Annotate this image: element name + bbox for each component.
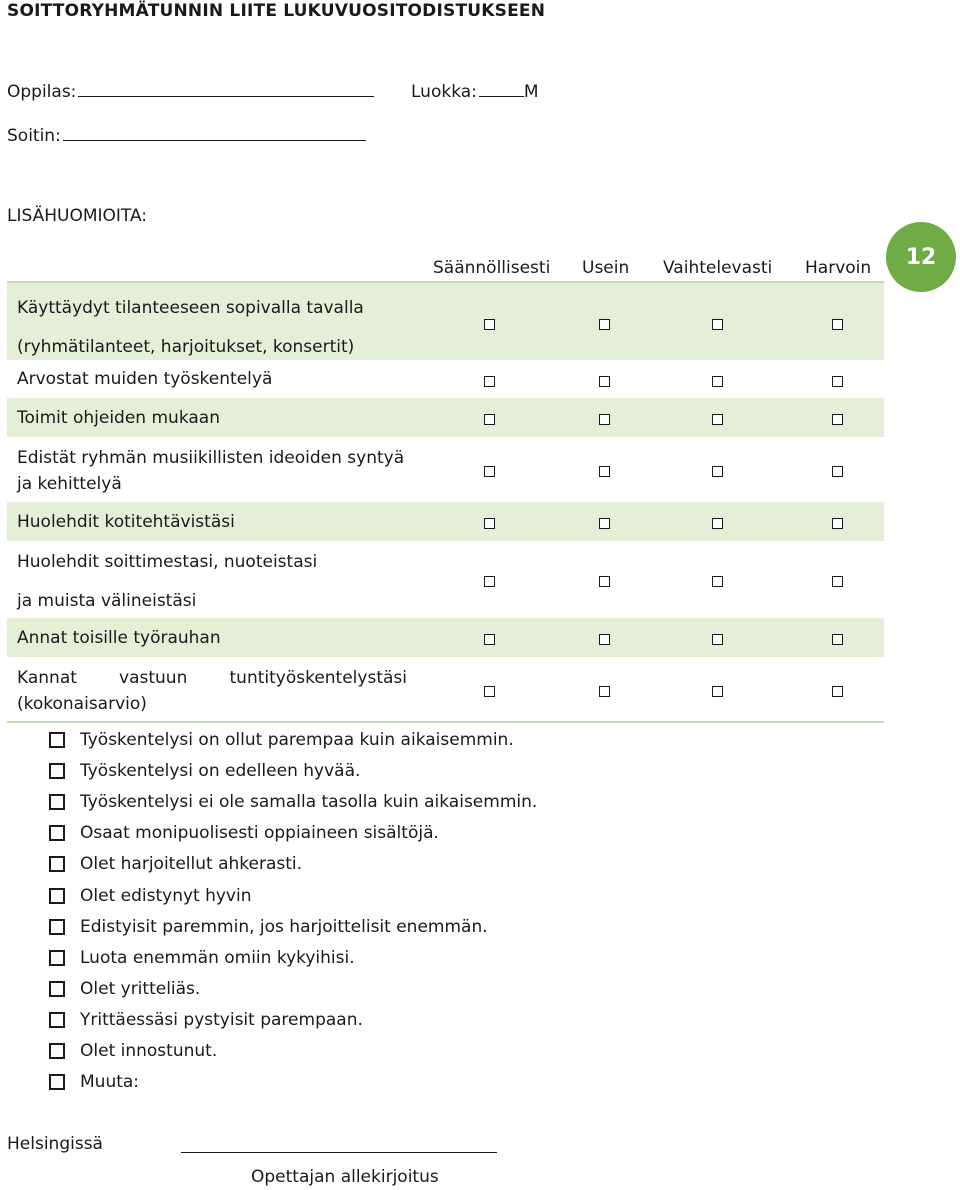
instrument-blank[interactable]	[63, 124, 366, 141]
comment-text: Työskentelysi on ollut parempaa kuin aikaisemmin.	[80, 730, 514, 750]
class-label: Luokka:	[411, 82, 477, 102]
rating-checkbox-often[interactable]	[599, 376, 610, 387]
student-label: Oppilas:	[7, 82, 77, 102]
table-row	[7, 398, 884, 437]
student-field	[7, 80, 374, 102]
comment-checkbox[interactable]	[49, 825, 65, 841]
comment-checkbox[interactable]	[49, 888, 65, 904]
comment-checkbox[interactable]	[49, 732, 65, 748]
row-label: Arvostat muiden työskentelyä	[17, 369, 273, 389]
rating-checkbox-often[interactable]	[599, 414, 610, 425]
rating-checkbox-regularly[interactable]	[484, 414, 495, 425]
class-blank[interactable]	[479, 80, 524, 97]
table-row	[7, 437, 884, 502]
col-header-regularly: Säännöllisesti	[433, 258, 551, 278]
instrument-label: Soitin:	[7, 126, 61, 146]
comment-checkbox[interactable]	[49, 950, 65, 966]
signature-line[interactable]	[181, 1152, 497, 1153]
rating-checkbox-regularly[interactable]	[484, 686, 495, 697]
rating-checkbox-variable[interactable]	[712, 518, 723, 529]
comment-text: Olet edistynyt hyvin	[80, 886, 252, 906]
row-label: Annat toisille työrauhan	[17, 628, 221, 648]
rating-checkbox-regularly[interactable]	[484, 319, 495, 330]
comment-checkbox[interactable]	[49, 763, 65, 779]
document-title: SOITTORYHMÄTUNNIN LIITE LUKUVUOSITODISTUKSEEN	[7, 1, 546, 21]
comment-checkbox[interactable]	[49, 856, 65, 872]
table-row	[7, 283, 884, 360]
rating-checkbox-regularly[interactable]	[484, 376, 495, 387]
comment-text: Edistyisit paremmin, jos harjoittelisit enemmän.	[80, 917, 488, 937]
col-header-often: Usein	[582, 258, 630, 278]
comment-checkbox[interactable]	[49, 1074, 65, 1090]
comment-text: Olet yritteliäs.	[80, 979, 201, 999]
comment-text: Työskentelysi ei ole samalla tasolla kuin aikaisemmin.	[80, 792, 538, 812]
rating-checkbox-often[interactable]	[599, 319, 610, 330]
row-label: Huolehdit kotitehtävistäsi	[17, 512, 235, 532]
rating-checkbox-regularly[interactable]	[484, 518, 495, 529]
rating-checkbox-often[interactable]	[599, 466, 610, 477]
rating-checkbox-variable[interactable]	[712, 319, 723, 330]
rating-checkbox-often[interactable]	[599, 576, 610, 587]
class-suffix: M	[523, 82, 539, 102]
rating-checkbox-rarely[interactable]	[832, 576, 843, 587]
comment-text: Olet harjoitellut ahkerasti.	[80, 854, 303, 874]
rating-checkbox-often[interactable]	[599, 518, 610, 529]
rating-checkbox-variable[interactable]	[712, 576, 723, 587]
comment-text: Olet innostunut.	[80, 1041, 218, 1061]
row-label: Toimit ohjeiden mukaan	[17, 408, 220, 428]
rating-checkbox-regularly[interactable]	[484, 634, 495, 645]
comment-text: Muuta:	[80, 1072, 140, 1092]
comment-text: Yrittäessäsi pystyisit parempaan.	[80, 1010, 363, 1030]
rating-checkbox-rarely[interactable]	[832, 634, 843, 645]
rating-checkbox-rarely[interactable]	[832, 466, 843, 477]
comment-checkbox[interactable]	[49, 919, 65, 935]
table-bottom-rule	[7, 721, 884, 723]
row-label: Käyttäydyt tilanteeseen sopivalla tavalla (ryhmätilanteet, harjoitukset, konsertit)	[17, 298, 364, 357]
comment-text: Luota enemmän omiin kykyihisi.	[80, 948, 355, 968]
col-header-rarely: Harvoin	[805, 258, 872, 278]
rating-checkbox-regularly[interactable]	[484, 576, 495, 587]
class-field	[411, 80, 539, 102]
place-label: Helsingissä	[7, 1134, 103, 1154]
rating-checkbox-variable[interactable]	[712, 414, 723, 425]
rating-checkbox-rarely[interactable]	[832, 686, 843, 697]
comment-checkbox[interactable]	[49, 981, 65, 997]
rating-checkbox-rarely[interactable]	[832, 414, 843, 425]
rating-checkbox-variable[interactable]	[712, 634, 723, 645]
comment-checkbox[interactable]	[49, 1043, 65, 1059]
row-label: Kannat vastuun tuntityöskentelystäsi (kokonaisarvio)	[17, 668, 407, 714]
row-label: Edistät ryhmän musiikillisten ideoiden syntyä ja kehittelyä	[17, 448, 405, 494]
col-header-variable: Vaihtelevasti	[663, 258, 773, 278]
table-row	[7, 618, 884, 657]
comment-text: Työskentelysi on edelleen hyvää.	[80, 761, 361, 781]
table-row	[7, 657, 884, 721]
rating-checkbox-often[interactable]	[599, 686, 610, 697]
table-row	[7, 360, 884, 398]
row-label: Huolehdit soittimestasi, nuoteistasi ja muista välineistäsi	[17, 552, 318, 611]
comment-checkbox[interactable]	[49, 794, 65, 810]
signature-caption: Opettajan allekirjoitus	[251, 1167, 439, 1187]
rating-checkbox-variable[interactable]	[712, 376, 723, 387]
rating-checkbox-rarely[interactable]	[832, 518, 843, 529]
table-row	[7, 541, 884, 618]
notes-heading: LISÄHUOMIOITA:	[7, 206, 148, 226]
rating-checkbox-often[interactable]	[599, 634, 610, 645]
instrument-field	[7, 124, 366, 146]
comment-text: Osaat monipuolisesti oppiaineen sisältöjä.	[80, 823, 439, 843]
comment-checkbox[interactable]	[49, 1012, 65, 1028]
page-number-badge: 12	[886, 222, 956, 292]
table-row	[7, 502, 884, 541]
rating-checkbox-regularly[interactable]	[484, 466, 495, 477]
rating-checkbox-rarely[interactable]	[832, 319, 843, 330]
student-blank[interactable]	[78, 80, 374, 97]
rating-checkbox-variable[interactable]	[712, 466, 723, 477]
rating-checkbox-variable[interactable]	[712, 686, 723, 697]
rating-checkbox-rarely[interactable]	[832, 376, 843, 387]
